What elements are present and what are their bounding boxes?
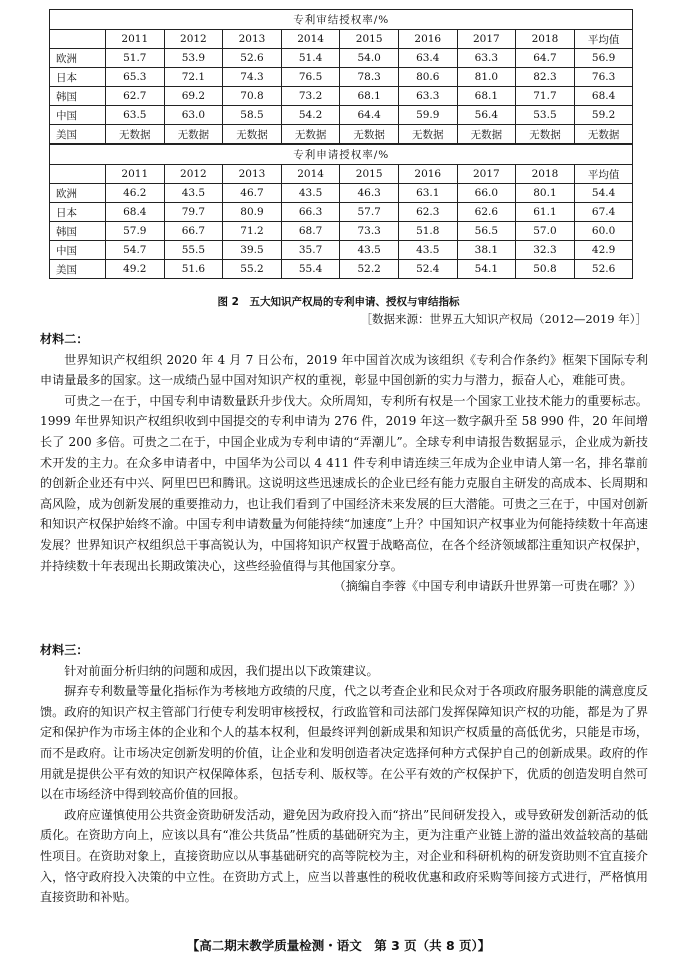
table-cell: 无数据 xyxy=(106,125,165,144)
year-cell: 2015 xyxy=(340,30,399,49)
audit-year-header xyxy=(50,30,633,49)
table-cell: 54.4 xyxy=(574,184,633,203)
table-cell: 54.1 xyxy=(457,260,516,279)
table-cell: 78.3 xyxy=(340,68,399,87)
table-cell: 52.6 xyxy=(574,260,633,279)
row-label: 日本 xyxy=(50,68,106,87)
table-cell: 76.5 xyxy=(281,68,340,87)
material-two-heading: 材料二： xyxy=(40,332,89,346)
row-label: 欧洲 xyxy=(50,49,106,68)
table-cell: 66.3 xyxy=(281,203,340,222)
table-cell: 52.6 xyxy=(223,49,282,68)
table-row xyxy=(50,106,633,125)
table-cell: 61.1 xyxy=(516,203,575,222)
audit-table-title: 专利审结授权率/% xyxy=(50,10,633,30)
apply-table-title: 专利申请授权率/% xyxy=(50,145,633,165)
table-cell: 63.3 xyxy=(457,49,516,68)
application-rate-table xyxy=(49,144,633,279)
table-cell: 55.5 xyxy=(164,241,223,260)
table-cell: 53.9 xyxy=(164,49,223,68)
table-cell: 59.2 xyxy=(574,106,633,125)
table-cell: 80.9 xyxy=(223,203,282,222)
table-cell: 56.5 xyxy=(457,222,516,241)
table-cell: 51.6 xyxy=(164,260,223,279)
table-row xyxy=(50,184,633,203)
table-cell: 42.9 xyxy=(574,241,633,260)
table-cell: 46.3 xyxy=(340,184,399,203)
audit-rate-table xyxy=(49,9,633,144)
table-cell: 60.0 xyxy=(574,222,633,241)
year-cell: 2018 xyxy=(516,165,575,184)
table-cell: 62.6 xyxy=(457,203,516,222)
paragraph: 针对前面分析归纳的问题和成因，我们提出以下政策建议。 xyxy=(64,663,379,678)
row-label: 日本 xyxy=(50,203,106,222)
table-cell: 67.4 xyxy=(574,203,633,222)
table-cell: 52.4 xyxy=(398,260,457,279)
table-cell: 71.2 xyxy=(223,222,282,241)
table-cell: 58.5 xyxy=(223,106,282,125)
year-cell: 2014 xyxy=(281,30,340,49)
table-cell: 53.5 xyxy=(516,106,575,125)
table-cell: 54.2 xyxy=(281,106,340,125)
table-cell: 38.1 xyxy=(457,241,516,260)
table-cell: 63.5 xyxy=(106,106,165,125)
table-cell: 55.2 xyxy=(223,260,282,279)
table-cell: 64.7 xyxy=(516,49,575,68)
table-row xyxy=(50,125,633,144)
year-cell: 2015 xyxy=(340,165,399,184)
table-cell: 76.3 xyxy=(574,68,633,87)
year-cell: 2013 xyxy=(223,30,282,49)
table-cell: 无数据 xyxy=(340,125,399,144)
table-cell: 73.2 xyxy=(281,87,340,106)
table-cell: 57.0 xyxy=(516,222,575,241)
paragraph: 可贵之一在于，中国专利申请数量跃升步伐大。众所周知，专利所有权是一个国家工业技术能力的重要标志。1999 年世界知识产权组织收到中国提交的专利申请为 276 件，2019 年这一数字飙升至 58 990 件，20 年间增长了 200 多倍。可贵之二在于，中国企业成为专利申请的“弄潮儿”。全球专利申请报告数据显示，企业成为新技术开发的主力。在众多申请者中，中国华为公司以 4 411 件专利申请连续三年成为企业申请人第一名，排名靠前的创新企业还有中兴、阿里巴巴和腾讯。这说明这些迅速成长的企业已经有能力克服自主研发的高成本、长周期和高风险，成为创新发展的重要推动力，也让我们看到了中国经济未来发展的巨大潜能。可贵之三在于，中国对创新和知识产权保护始终不渝。中国专利申请数量为何能持续“加速度”上升？中国知识产权事业为何能持续数十年高速发展？世界知识产权组织总干事高锐认为，中国将知识产权置于战略高位，在各个经济领域都注重知识产权保护，并持续数十年表现出长期政策决心，这些经验值得与其他国家分享。 xyxy=(40,393,648,573)
table-cell: 50.8 xyxy=(516,260,575,279)
table-cell: 65.3 xyxy=(106,68,165,87)
table-cell: 35.7 xyxy=(281,241,340,260)
paragraph: 世界知识产权组织 2020 年 4 月 7 日公布，2019 年中国首次成为该组织《专利合作条约》框架下国际专利申请量最多的国家。这一成绩凸显中国对知识产权的重视，彰显中国创新的实力与潜力，振奋人心，难能可贵。 xyxy=(40,352,648,388)
table-cell: 43.5 xyxy=(281,184,340,203)
table-cell: 68.1 xyxy=(340,87,399,106)
table-cell: 56.4 xyxy=(457,106,516,125)
table-row xyxy=(50,203,633,222)
table-cell: 68.4 xyxy=(106,203,165,222)
row-label: 中国 xyxy=(50,241,106,260)
table-cell: 59.9 xyxy=(398,106,457,125)
table-cell: 无数据 xyxy=(398,125,457,144)
table-cell: 71.7 xyxy=(516,87,575,106)
row-label: 欧洲 xyxy=(50,184,106,203)
table-cell: 63.1 xyxy=(398,184,457,203)
year-cell: 2012 xyxy=(164,30,223,49)
table-cell: 73.3 xyxy=(340,222,399,241)
table-cell: 43.5 xyxy=(164,184,223,203)
year-cell: 2014 xyxy=(281,165,340,184)
table-cell: 46.2 xyxy=(106,184,165,203)
table-cell: 56.9 xyxy=(574,49,633,68)
table-cell: 32.3 xyxy=(516,241,575,260)
table-cell: 68.4 xyxy=(574,87,633,106)
page-footer: 【高二期末教学质量检测・语文 第 3 页（共 8 页）】 xyxy=(186,938,491,953)
row-label: 美国 xyxy=(50,125,106,144)
table-cell: 68.7 xyxy=(281,222,340,241)
paragraph: 政府应谨慎使用公共资金资助研发活动，避免因为政府投入而“挤出”民间研发投入，或导致研发创新活动的低质化。在资助方向上，应该以具有“准公共货品”性质的基础研究为主，更为注重产业链上游的溢出效益较高的基础性项目。在资助对象上，直接资助应以从事基础研究的高等院校为主，对企业和科研机构的研发资助则不宜直接介入，恪守政府投入决策的中立性。在资助方式上，应当以普惠性的税收优惠和政府采购等间接方式进行，严格慎用直接资助和补贴。 xyxy=(40,807,648,905)
year-cell: 2011 xyxy=(106,30,165,49)
row-label: 韩国 xyxy=(50,87,106,106)
table-cell: 无数据 xyxy=(574,125,633,144)
row-label: 韩国 xyxy=(50,222,106,241)
year-cell: 2017 xyxy=(457,165,516,184)
table-cell: 63.4 xyxy=(398,49,457,68)
table-row xyxy=(50,241,633,260)
table-cell: 63.3 xyxy=(398,87,457,106)
table-cell: 72.1 xyxy=(164,68,223,87)
table-cell: 51.4 xyxy=(281,49,340,68)
material-three-heading: 材料三： xyxy=(40,643,89,657)
figure-source: ［数据来源：世界五大知识产权局（2012—2019 年）］ xyxy=(360,312,647,326)
year-cell: 平均值 xyxy=(574,165,633,184)
paragraph: 摒弃专利数量等量化指标作为考核地方政绩的尺度，代之以考查企业和民众对于各项政府服务职能的满意度反馈。政府的知识产权主管部门行使专利发明审核授权，行政监管和司法部门发挥保障知识产权的功能，都是为了界定和保护作为市场主体的企业和个人的基本权利，但最终评判创新成果和知识产权质量的高低优劣，只能是市场，而不是政府。让市场决定创新发明的价值，让企业和发明创造者决定选择何种方式保护自己的创新成果。政府的作用就是提供公平有效的知识产权保障体系，包括专利、版权等。在公平有效的产权保护下，优质的创造发明自然可以在市场经济中得到较高价值的回报。 xyxy=(40,684,648,802)
apply-year-header xyxy=(50,165,633,184)
table-cell: 57.9 xyxy=(106,222,165,241)
table-cell: 51.7 xyxy=(106,49,165,68)
table-cell: 无数据 xyxy=(223,125,282,144)
table-cell: 54.7 xyxy=(106,241,165,260)
year-cell: 2011 xyxy=(106,165,165,184)
year-cell: 平均值 xyxy=(574,30,633,49)
table-cell: 51.8 xyxy=(398,222,457,241)
year-cell: 2016 xyxy=(398,30,457,49)
table-cell: 62.3 xyxy=(398,203,457,222)
material-three xyxy=(40,640,648,908)
table-cell: 74.3 xyxy=(223,68,282,87)
table-cell: 69.2 xyxy=(164,87,223,106)
table-cell: 82.3 xyxy=(516,68,575,87)
table-cell: 57.7 xyxy=(340,203,399,222)
year-cell: 2016 xyxy=(398,165,457,184)
table-cell: 43.5 xyxy=(398,241,457,260)
table-row xyxy=(50,87,633,106)
table-cell: 66.7 xyxy=(164,222,223,241)
table-cell: 68.1 xyxy=(457,87,516,106)
table-row xyxy=(50,49,633,68)
table-cell: 39.5 xyxy=(223,241,282,260)
table-cell: 无数据 xyxy=(281,125,340,144)
table-cell: 无数据 xyxy=(164,125,223,144)
table-cell: 46.7 xyxy=(223,184,282,203)
row-label: 美国 xyxy=(50,260,106,279)
table-cell: 49.2 xyxy=(106,260,165,279)
year-cell: 2017 xyxy=(457,30,516,49)
table-row xyxy=(50,222,633,241)
table-cell: 64.4 xyxy=(340,106,399,125)
table-cell: 43.5 xyxy=(340,241,399,260)
table-cell: 79.7 xyxy=(164,203,223,222)
table-cell: 54.0 xyxy=(340,49,399,68)
table-cell: 62.7 xyxy=(106,87,165,106)
material-two xyxy=(40,329,648,597)
table-row xyxy=(50,260,633,279)
figure-caption: 图 2 五大知识产权局的专利申请、授权与审结指标 xyxy=(217,296,460,308)
table-cell: 80.1 xyxy=(516,184,575,203)
table-cell: 63.0 xyxy=(164,106,223,125)
table-cell: 无数据 xyxy=(457,125,516,144)
citation: （摘编自李蓉《中国专利申请跃升世界第一可贵在哪？》） xyxy=(333,579,642,594)
year-cell: 2018 xyxy=(516,30,575,49)
year-cell: 2012 xyxy=(164,165,223,184)
year-cell: 2013 xyxy=(223,165,282,184)
row-label: 中国 xyxy=(50,106,106,125)
table-cell: 81.0 xyxy=(457,68,516,87)
table-cell: 66.0 xyxy=(457,184,516,203)
table-row xyxy=(50,68,633,87)
table-cell: 无数据 xyxy=(516,125,575,144)
table-cell: 55.4 xyxy=(281,260,340,279)
table-cell: 70.8 xyxy=(223,87,282,106)
table-cell: 52.2 xyxy=(340,260,399,279)
table-cell: 80.6 xyxy=(398,68,457,87)
